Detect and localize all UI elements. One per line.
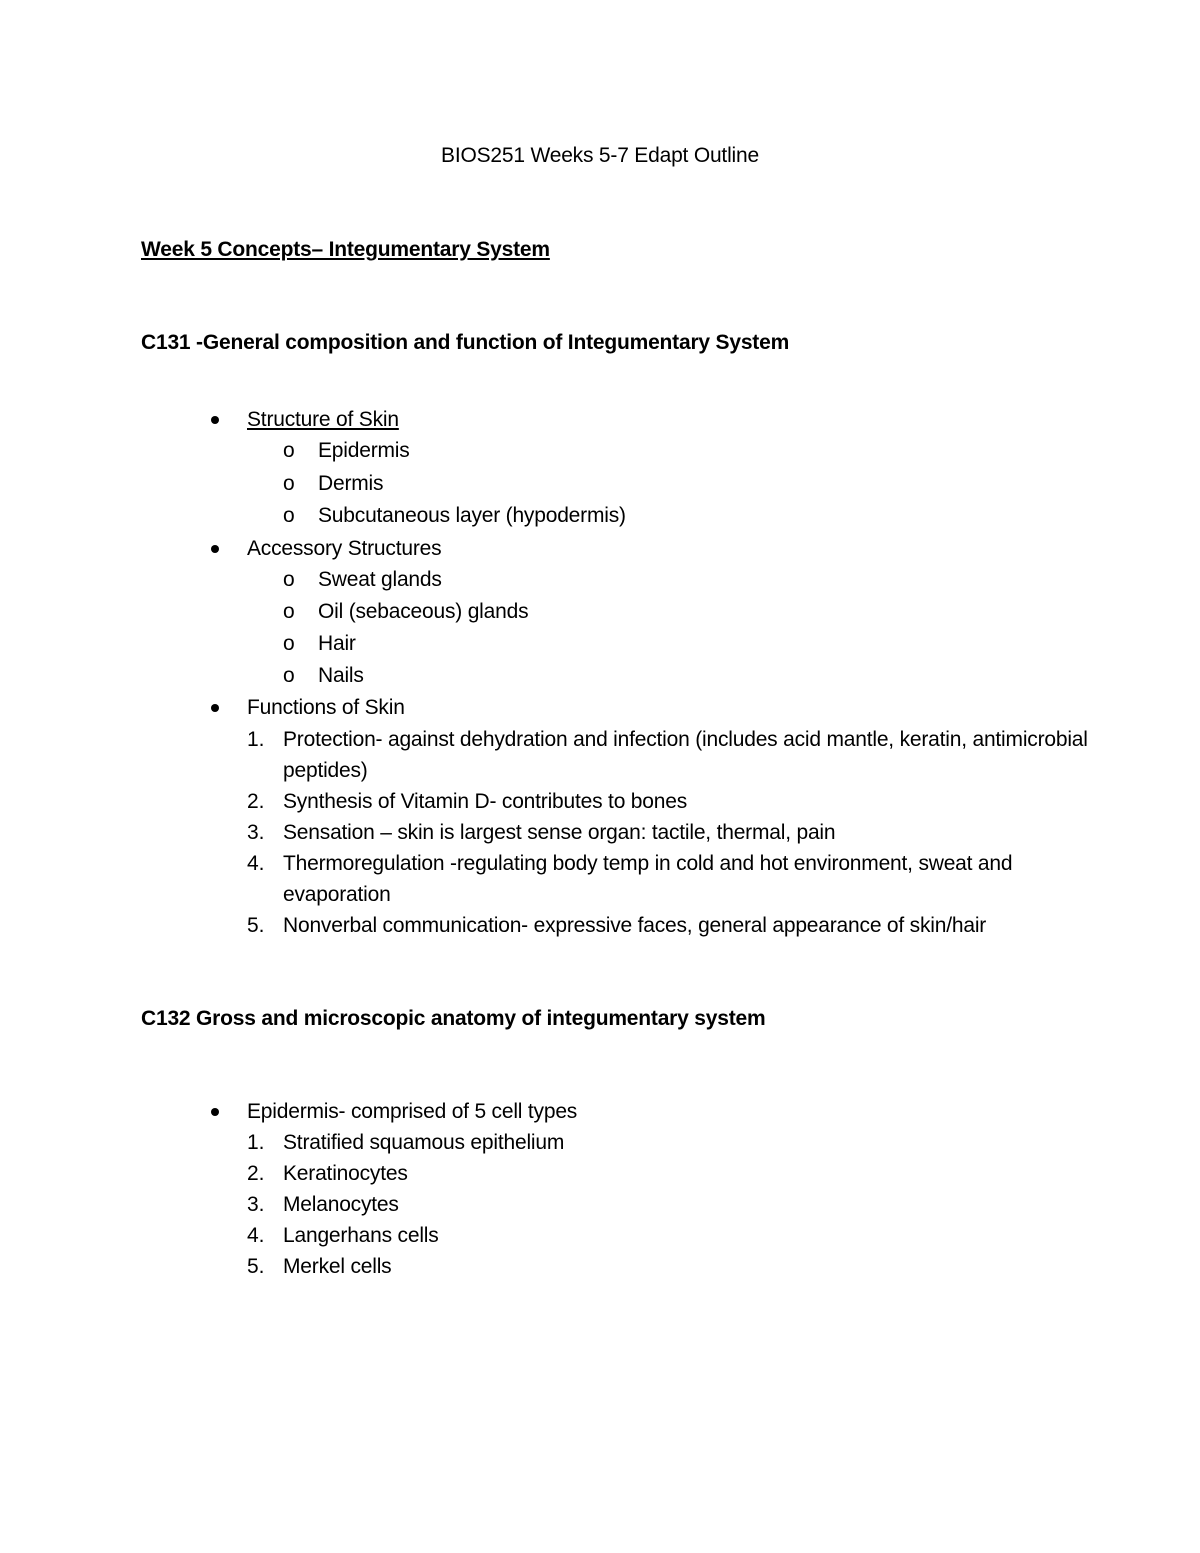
- list-number: 5.: [247, 1255, 265, 1278]
- list-number: 3.: [247, 821, 265, 844]
- numbered-item-label: Merkel cells: [283, 1255, 392, 1278]
- numbered-item: [247, 1220, 1107, 1251]
- bullet-icon: [211, 416, 219, 424]
- numbered-item-label: Thermoregulation -regulating body temp in cold and hot environment, sweat and evaporation: [283, 852, 1013, 906]
- list-number: 1.: [247, 728, 265, 751]
- circle-bullet-icon: o: [283, 568, 295, 591]
- numbered-item: [247, 910, 1107, 941]
- numbered-item-label: Melanocytes: [283, 1193, 399, 1216]
- sub-item-label: Dermis: [318, 472, 384, 495]
- sub-item-label: Subcutaneous layer (hypodermis): [318, 504, 626, 527]
- section-heading-c131: C131 -General composition and function of Integumentary System: [141, 331, 790, 354]
- numbered-item: [247, 1127, 1107, 1158]
- numbered-item-label: Sensation – skin is largest sense organ: tactile, thermal, pain: [283, 821, 836, 844]
- numbered-item-label: Stratified squamous epithelium: [283, 1131, 565, 1154]
- list-number: 5.: [247, 914, 265, 937]
- sub-item-label: Hair: [318, 632, 356, 655]
- circle-bullet-icon: o: [283, 632, 295, 655]
- sub-item-label: Nails: [318, 664, 364, 687]
- numbered-item: [247, 848, 1107, 910]
- sub-item-label: Sweat glands: [318, 568, 442, 591]
- list-number: 1.: [247, 1131, 265, 1154]
- list-number: 2.: [247, 1162, 265, 1185]
- numbered-item: [247, 1189, 1107, 1220]
- circle-bullet-icon: o: [283, 472, 295, 495]
- circle-bullet-icon: o: [283, 600, 295, 623]
- numbered-item: [247, 724, 1107, 786]
- numbered-item-label: Keratinocytes: [283, 1162, 408, 1185]
- numbered-item: [247, 1251, 1107, 1282]
- bullet-label-structure: Structure of Skin: [247, 408, 399, 431]
- list-number: 3.: [247, 1193, 265, 1216]
- numbered-item: [247, 817, 1107, 848]
- list-number: 2.: [247, 790, 265, 813]
- bullet-label-accessory: Accessory Structures: [247, 537, 442, 560]
- bullet-label-epidermis: Epidermis- comprised of 5 cell types: [247, 1100, 578, 1123]
- list-number: 4.: [247, 852, 265, 875]
- bullet-label-functions: Functions of Skin: [247, 696, 405, 719]
- week-heading: Week 5 Concepts– Integumentary System: [141, 238, 550, 261]
- bullet-icon: [211, 545, 219, 553]
- numbered-item-label: Synthesis of Vitamin D- contributes to bones: [283, 790, 688, 813]
- sub-item-label: Epidermis: [318, 439, 410, 462]
- circle-bullet-icon: o: [283, 504, 295, 527]
- bullet-icon: [211, 1108, 219, 1116]
- bullet-icon: [211, 704, 219, 712]
- numbered-item-label: Langerhans cells: [283, 1224, 439, 1247]
- list-number: 4.: [247, 1224, 265, 1247]
- numbered-item-label: Protection- against dehydration and infection (includes acid mantle, keratin, antimicrobial peptides): [283, 728, 1088, 782]
- section-heading-c132: C132 Gross and microscopic anatomy of integumentary system: [141, 1007, 766, 1030]
- sub-item-label: Oil (sebaceous) glands: [318, 600, 529, 623]
- circle-bullet-icon: o: [283, 439, 295, 462]
- circle-bullet-icon: o: [283, 664, 295, 687]
- numbered-item: [247, 786, 1107, 817]
- document-title: BIOS251 Weeks 5-7 Edapt Outline: [441, 144, 759, 167]
- numbered-item-label: Nonverbal communication- expressive faces, general appearance of skin/hair: [283, 914, 987, 937]
- numbered-item: [247, 1158, 1107, 1189]
